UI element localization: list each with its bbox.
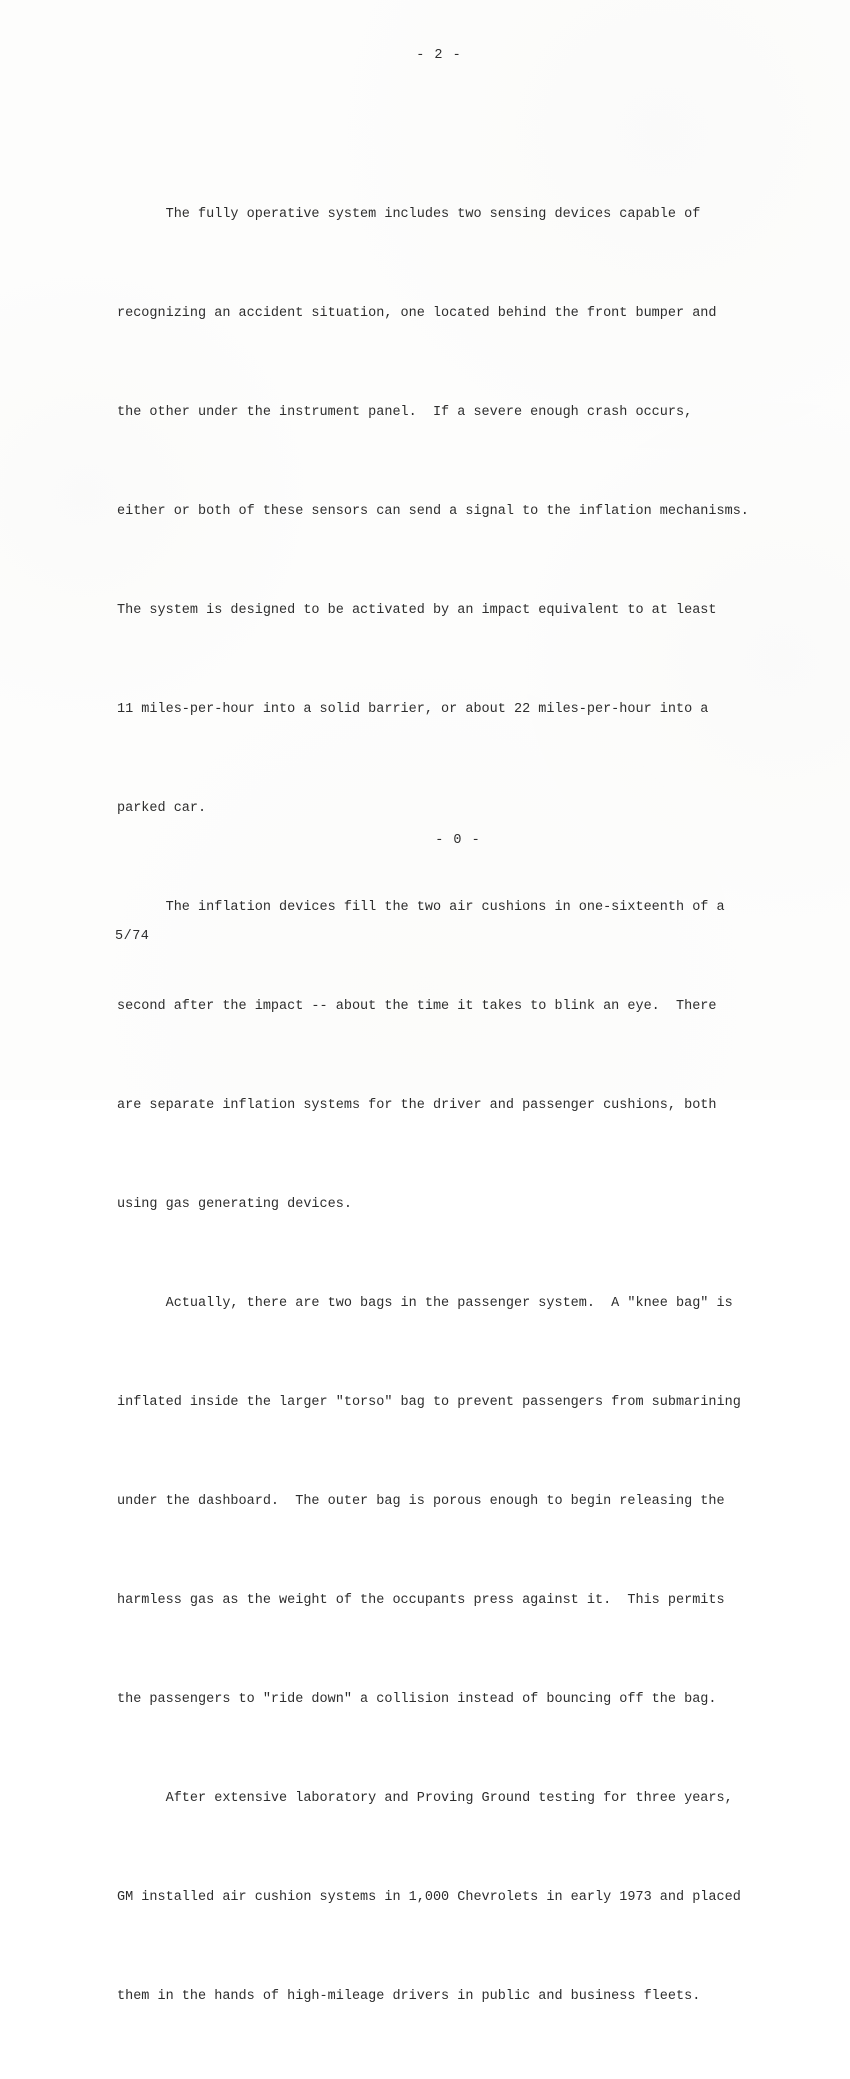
page-number: - 2 - xyxy=(416,48,462,63)
text-line: parked car. xyxy=(117,801,207,816)
text-line: harmless gas as the weight of the occupants press against it. This permits xyxy=(117,1593,725,1608)
text-line: recognizing an accident situation, one located behind the front bumper and xyxy=(117,306,717,321)
footer-date-code: 5/74 xyxy=(115,929,150,944)
text-line: After extensive laboratory and Proving Ground testing for three years, xyxy=(117,1791,733,1806)
text-line: either or both of these sensors can send a signal to the inflation mechanisms. xyxy=(117,504,749,519)
text-line: Actually, there are two bags in the passenger system. A "knee bag" is xyxy=(117,1296,733,1311)
text-line: the other under the instrument panel. If a severe enough crash occurs, xyxy=(117,405,693,420)
text-line: The inflation devices fill the two air cushions in one-sixteenth of a xyxy=(117,900,725,915)
text-line: the passengers to "ride down" a collision instead of bouncing off the bag. xyxy=(117,1692,717,1707)
text-line: are separate inflation systems for the driver and passenger cushions, both xyxy=(117,1098,717,1113)
text-line: 11 miles-per-hour into a solid barrier, or about 22 miles-per-hour into a xyxy=(117,702,709,717)
text-line: second after the impact -- about the time it takes to blink an eye. There xyxy=(117,999,717,1014)
text-line: The system is designed to be activated by an impact equivalent to at least xyxy=(117,603,717,618)
document-body xyxy=(117,132,749,2079)
text-line: inflated inside the larger "torso" bag to prevent passengers from submarining xyxy=(117,1395,741,1410)
text-line: them in the hands of high-mileage drivers in public and business fleets. xyxy=(117,1989,701,2004)
text-line: using gas generating devices. xyxy=(117,1197,352,1212)
text-line: under the dashboard. The outer bag is porous enough to begin releasing the xyxy=(117,1494,725,1509)
text-line: The fully operative system includes two sensing devices capable of xyxy=(117,207,701,222)
text-line: GM installed air cushion systems in 1,000 Chevrolets in early 1973 and placed xyxy=(117,1890,741,1905)
end-marker: - 0 - xyxy=(435,833,481,848)
